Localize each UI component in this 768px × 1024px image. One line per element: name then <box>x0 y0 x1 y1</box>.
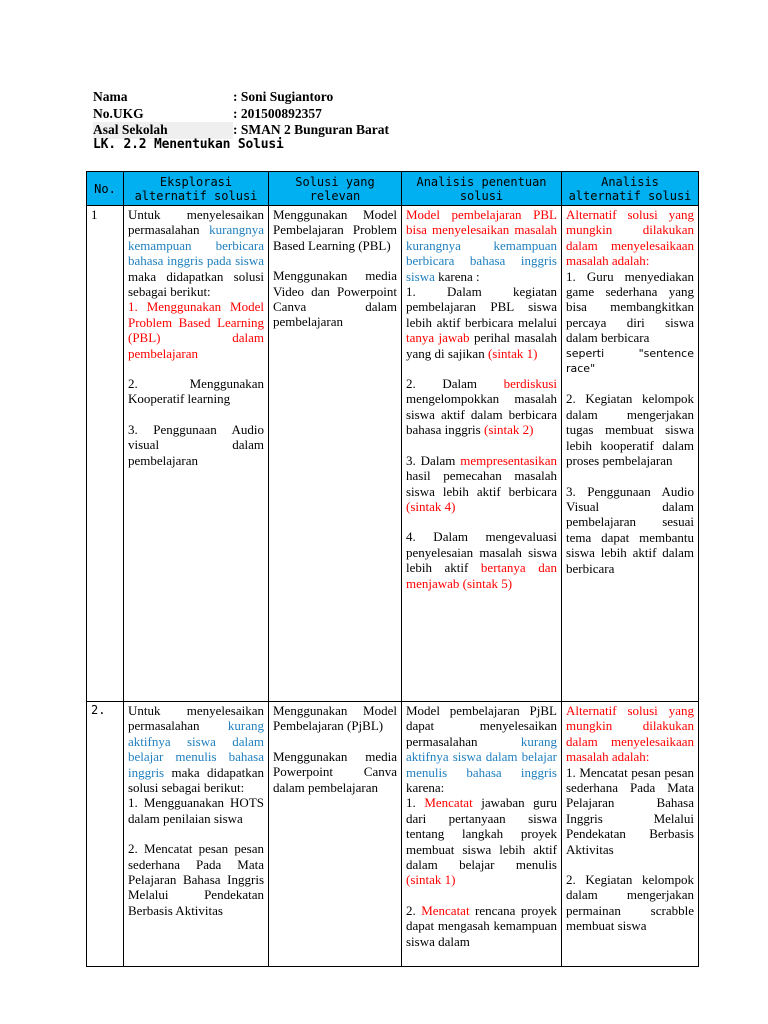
text: Untuk menyelesaikan permasalahan <box>128 207 264 238</box>
text: rencana proyek dapat mengasah kemampuan siswa dalam <box>406 902 557 949</box>
highlight-text: tanya jawab <box>406 330 470 346</box>
highlight-text: Mencatat <box>421 902 470 918</box>
problem-text: kurangnya kemampuan berbicara bahasa inggris siswa <box>406 237 557 284</box>
text: Untuk menyelesaikan permasalahan <box>128 703 264 734</box>
problem-text: kurang aktifnya siswa dalam belajar menulis bahasa inggris <box>406 733 557 780</box>
highlight-text: mempresentasikan <box>460 452 557 468</box>
cell-eksplorasi <box>124 702 269 967</box>
cell-analisis-alternatif <box>562 206 699 702</box>
text: 3. Dalam <box>406 452 456 468</box>
alternative-item: 2. Kegiatan kelompok dalam mengerjakan tugas membuat siswa lebih kooperatif dalam proses pembelajaran <box>566 391 694 469</box>
text: maka didapatkan solusi sebagai berikut: <box>128 268 264 300</box>
solution-item: 2. Menggunakan Kooperatif learning <box>128 376 264 407</box>
name-value: : Soni Sugiantoro <box>233 89 334 104</box>
header-eksplorasi: Eksplorasi alternatif solusi <box>124 172 269 206</box>
text: mengelompokkan masalah siswa aktif dalam berbicara bahasa inggris <box>406 391 557 438</box>
sintak-text: (sintak 1) <box>487 345 538 361</box>
row-number: 1 <box>87 206 124 702</box>
text: hasil pemecahan masalah siswa lebih aktif berbicara <box>406 468 557 499</box>
text: karena : <box>438 268 480 284</box>
problem-text: kurang aktifnya siswa dalam belajar menulis bahasa inggris <box>128 718 264 780</box>
header-analisis-penentuan: Analisis penentuan solusi <box>402 172 562 206</box>
text: jawaban guru dari pertanyaan siswa tentang langkah proyek membuat siswa lebih aktif dalam belajar menulis <box>406 795 557 873</box>
table-header-row <box>87 172 699 206</box>
text: karena: <box>406 780 445 796</box>
text: 1. <box>406 795 416 811</box>
solution-item: 1. Mengguanakan HOTS dalam penilaian siswa <box>128 795 264 826</box>
identity-block <box>93 89 713 139</box>
cell-analisis-penentuan <box>402 702 562 967</box>
text: Model pembelajaran PjBL dapat menyelesaikan permasalahan <box>406 703 557 749</box>
solution-text: Menggunakan Model Pembelajaran (PjBL) <box>273 703 397 734</box>
row-number: 2. <box>87 702 124 967</box>
sintak-text: (sintak 1) <box>406 872 456 888</box>
alternative-example: seperti "sentence race" <box>566 346 694 376</box>
text: 1. Dalam kegiatan pembelajaran PBL siswa lebih aktif berbicara melalui <box>406 284 557 330</box>
alternative-item: 2. Kegiatan kelompok dalam mengerjakan permainan scrabble membuat siswa <box>566 872 694 934</box>
sintak-text: (sintak 4) <box>406 498 456 514</box>
ukg-label: No.UKG <box>93 105 144 121</box>
problem-text: kurangnya kemampuan berbicara bahasa inggris pada siswa <box>128 222 264 269</box>
text: 4. Dalam mengevaluasi penyelesaian masalah siswa lebih aktif <box>406 529 557 576</box>
name-row <box>93 89 713 106</box>
worksheet-title: LK. 2.2 Menentukan Solusi <box>93 137 284 152</box>
text: Model pembelajaran PBL bisa menyelesaikan masalah <box>406 207 557 238</box>
cell-solusi <box>269 702 402 967</box>
table-row <box>87 702 699 967</box>
cell-solusi <box>269 206 402 702</box>
solution-text: Menggunakan media Powerpoint Canva dalam pembelajaran <box>273 748 397 795</box>
alternative-heading: Alternatif solusi yang mungkin dilakukan dalam menyelesaikaan masalah adalah: <box>566 703 694 765</box>
highlight-text: Mencatat <box>424 795 473 811</box>
text: 2. <box>406 902 416 918</box>
text: 2. Dalam <box>406 376 477 392</box>
alternative-item: 1. Guru menyediakan game sederhana yang bisa membangkitkan percaya diri siswa dalam berbicara <box>566 268 694 346</box>
ukg-value: : 201500892357 <box>233 105 322 121</box>
solution-text: Menggunakan Model Pembelajaran Problem Based Learning (PBL) <box>273 207 397 253</box>
sintak-text: (sintak 2) <box>483 422 534 438</box>
school-value: : SMAN 2 Bunguran Barat <box>233 122 390 138</box>
solution-item: 3. Penggunaan Audio visual dalam pembelajaran <box>128 421 264 468</box>
table-row <box>87 206 699 702</box>
text: perihal masalah yang di sajikan <box>406 330 557 361</box>
school-label: Asal Sekolah <box>93 122 233 139</box>
alternative-heading: Alternatif solusi yang mungkin dilakukan dalam menyelesaikaan masalah adalah: <box>566 207 694 269</box>
solution-item: 1. Menggunakan Model Problem Based Learning (PBL) dalam pembelajaran <box>128 299 264 361</box>
name-label: Nama <box>93 89 128 104</box>
solution-table <box>86 171 699 967</box>
text: maka didapatkan solusi sebagai berikut: <box>128 764 264 796</box>
header-solusi: Solusi yang relevan <box>269 172 402 206</box>
header-analisis-alternatif: Analisis alternatif solusi <box>562 172 699 206</box>
ukg-row <box>93 106 713 123</box>
cell-analisis-penentuan <box>402 206 562 702</box>
alternative-item: 3. Penggunaan Audio Visual dalam pembelajaran sesuai tema dapat membantu siswa lebih aktif dalam berbicara <box>566 483 694 576</box>
cell-eksplorasi <box>124 206 269 702</box>
highlight-text: berdiskusi <box>503 376 558 392</box>
solution-text: Menggunakan media Video dan Powerpoint Canva dalam pembelajaran <box>273 268 397 330</box>
highlight-text: bertanya dan menjawab (sintak 5) <box>406 560 557 591</box>
header-no: No. <box>87 172 124 206</box>
alternative-item: 1. Mencatat pesan pesan sederhana Pada Mata Pelajaran Bahasa Inggris Melalui Pendekatan Berbasis Aktivitas <box>566 764 694 857</box>
cell-analisis-alternatif <box>562 702 699 967</box>
solution-item: 2. Mencatat pesan pesan sederhana Pada Mata Pelajaran Bahasa Inggris Melalui Pendekatan Berbasis Aktivitas <box>128 841 264 918</box>
